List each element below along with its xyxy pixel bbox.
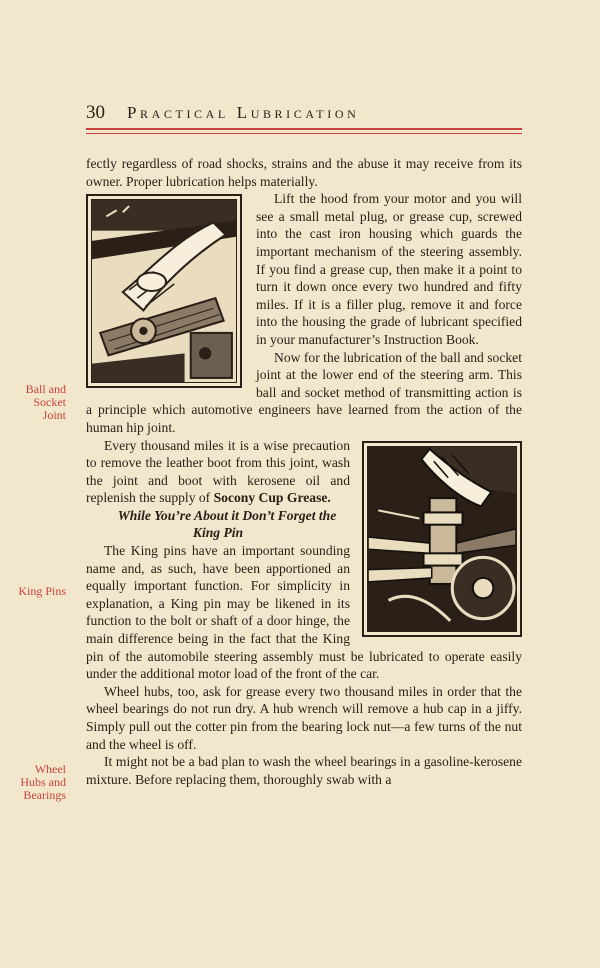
paragraph: The King pins have an important sounding name and, as such, have been apportioned an equally important function. For simplicity in explanation, a King pin may be likened in its function to the bolt or shaft of a door hinge, the main difference being in the fact that the King pin of the automobile steering assembly must be lubricated to operate easily under the additional motor load of the front of the car. bbox=[86, 543, 522, 682]
paragraph: Wheel hubs, too, ask for grease every two thousand miles in order that the wheel bearings do not run dry. A hub wrench will remove a hub cap in a jiffy. Simply pull out the cotter pin from the bearing lock nut—a few turns of the nut and the wheel is off. bbox=[86, 683, 522, 752]
margin-note-king-pins: King Pins bbox=[18, 584, 66, 598]
hand-greasing-king-pin-drawing bbox=[368, 447, 516, 631]
hand-on-steering-housing-drawing bbox=[92, 200, 236, 382]
page-number: 30 bbox=[86, 102, 105, 123]
paragraph-text: Every thousand miles it is a wise precaution to remove the leather boot from this joint, wash the joint and boot with kerosene oil and replenish the supply of bbox=[86, 437, 350, 506]
socony-cup-grease-product: Socony Cup Grease. bbox=[213, 490, 331, 506]
paragraph: Lift the hood from your motor and you will see a small metal plug, or grease cup, screwed into the cast iron housing which guards the important mechanism of the steering assembly. If you find a grease cup, then make it a point to turn it down once every two hundred and fifty miles. If it is a filler plug, remove it and force into the housing the grade of lubricant specified in your manufacturer’s Instruction Book. bbox=[256, 191, 522, 347]
running-title: Practical Lubrication bbox=[127, 103, 360, 122]
margin-note-wheel-hubs: Wheel Hubs and Bearings bbox=[20, 762, 66, 802]
paragraph: Now for the lubrication of the ball and socket joint at the lower end of the steering arm. This ball and socket method of transmitting action is a principle which automotive engineers have learned from the action of the human hip joint. bbox=[86, 349, 522, 435]
body-text bbox=[86, 155, 522, 788]
steering-grease-cup-illustration bbox=[86, 194, 242, 388]
margin-note-ball-socket: Ball and Socket Joint bbox=[25, 382, 66, 422]
page-header bbox=[86, 102, 522, 124]
header-rule-top bbox=[86, 128, 522, 130]
king-pin-illustration bbox=[362, 441, 522, 637]
header-rule-bottom bbox=[86, 133, 522, 134]
section-subheading: While You’re About it Don’t Forget the King Pin bbox=[117, 507, 337, 541]
paragraph: It might not be a bad plan to wash the wheel bearings in a gasoline-kerosene mixture. Before replacing them, thoroughly swab with a bbox=[86, 754, 522, 787]
paragraph: fectly regardless of road shocks, strains and the abuse it may receive from its owner. Proper lubrication helps materially. bbox=[86, 156, 522, 189]
